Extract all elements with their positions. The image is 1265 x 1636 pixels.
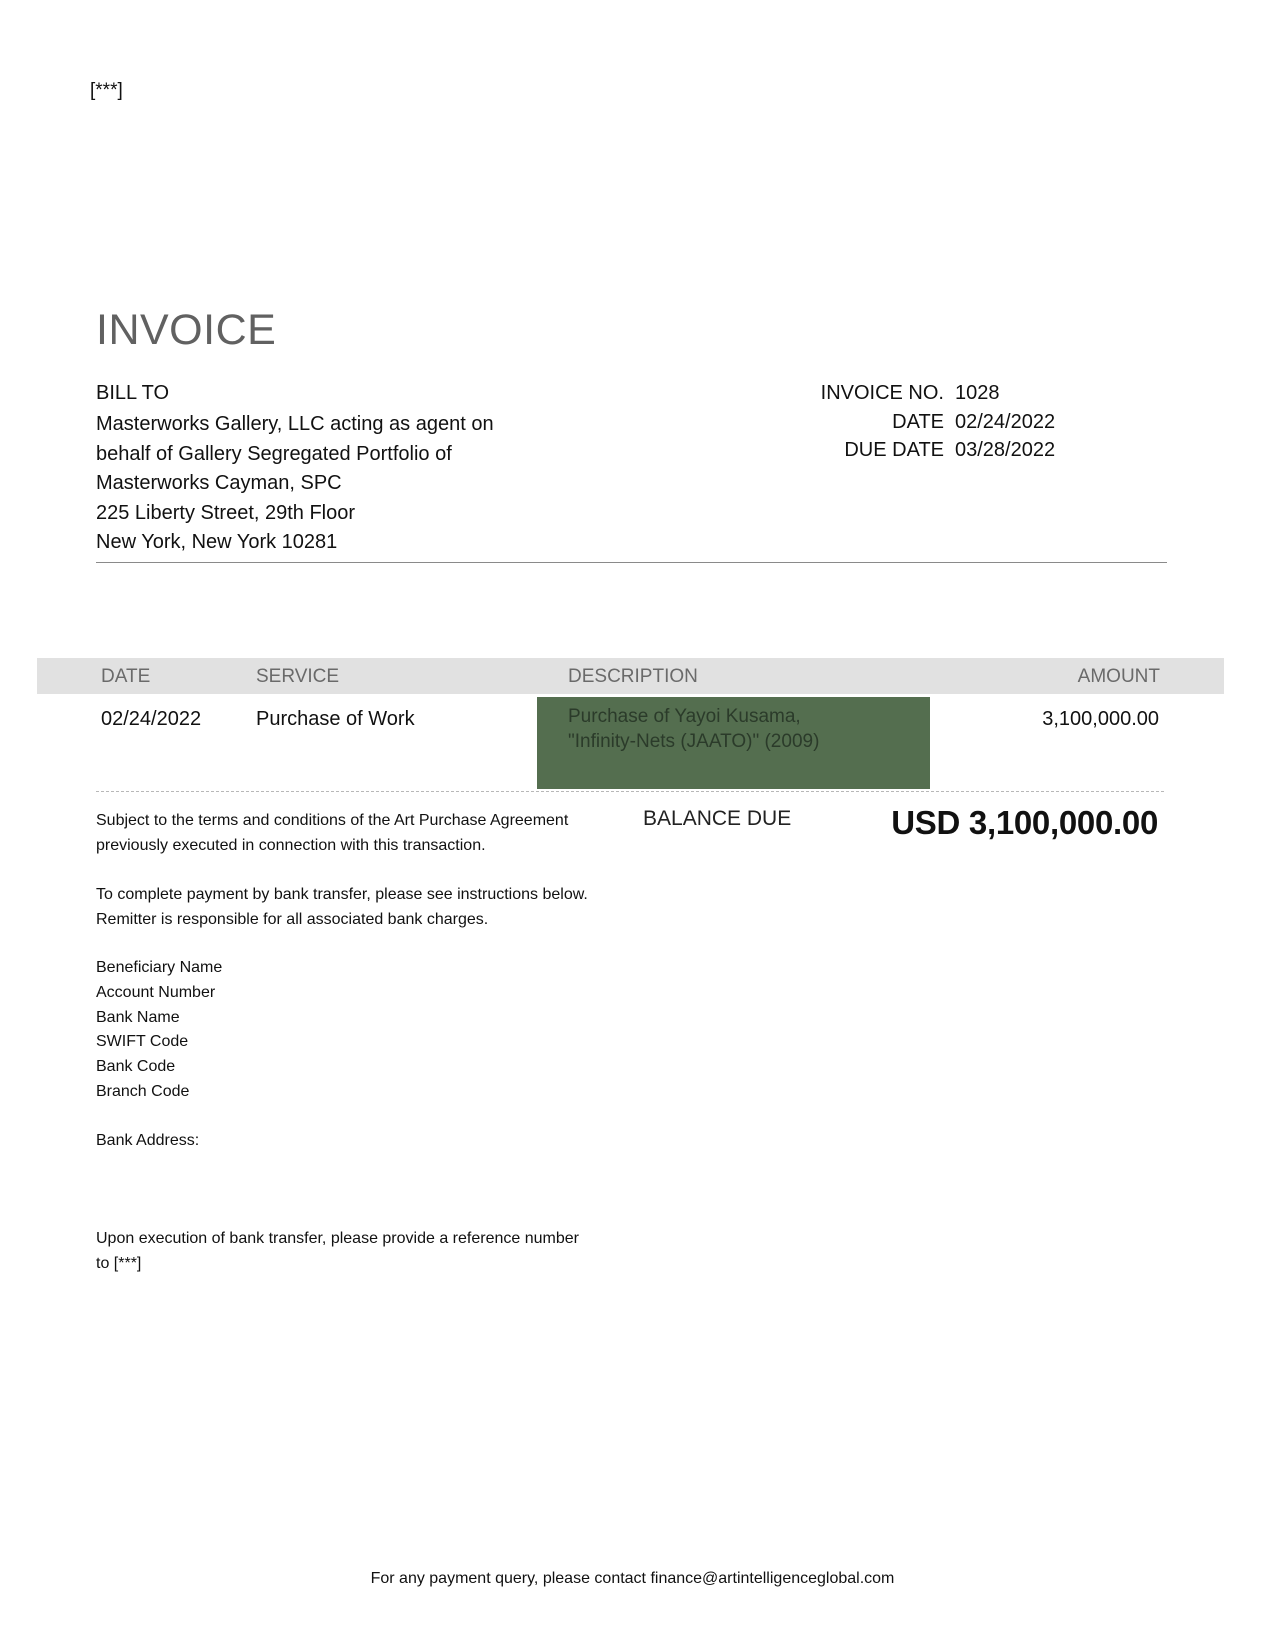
bill-to-line: New York, New York 10281: [96, 531, 338, 553]
balance-due-amount: USD 3,100,000.00: [891, 804, 1158, 841]
payment-instructions: [96, 882, 588, 932]
row-service: Purchase of Work: [256, 708, 415, 730]
redaction-mark: [***]: [90, 80, 123, 101]
invoice-number-row: [700, 382, 1120, 411]
row-amount: 3,100,000.00: [1042, 708, 1159, 730]
payment-line: To complete payment by bank transfer, please see instructions below.: [96, 886, 588, 903]
bill-to-label: BILL TO: [96, 382, 170, 404]
bank-field-swift-code: SWIFT Code: [96, 1033, 189, 1051]
due-date-label: DUE DATE: [844, 439, 944, 461]
invoice-date-value: 02/24/2022: [955, 410, 1056, 433]
column-header-date: DATE: [101, 666, 151, 687]
invoice-meta: [700, 382, 1120, 468]
payment-line: Remitter is responsible for all associated bank charges.: [96, 911, 489, 928]
footer-contact: For any payment query, please contact finance@artintelligenceglobal.com: [370, 1570, 895, 1587]
bank-field-bank-code: Bank Code: [96, 1058, 176, 1076]
invoice-date-label: DATE: [892, 410, 944, 433]
terms-note: [96, 808, 568, 858]
due-date-row: [700, 439, 1120, 468]
invoice-number-value: 1028: [955, 382, 1000, 404]
reference-line: Upon execution of bank transfer, please provide a reference number: [96, 1230, 579, 1247]
invoice-title: INVOICE: [96, 306, 277, 354]
column-header-service: SERVICE: [256, 666, 340, 687]
bill-to-line: behalf of Gallery Segregated Portfolio of: [96, 442, 452, 465]
row-divider: [96, 791, 1164, 792]
bank-field-account-number: Account Number: [96, 983, 216, 1001]
invoice-number-label: INVOICE NO.: [820, 382, 944, 404]
row-description-highlight: [537, 697, 930, 789]
column-header-description: DESCRIPTION: [568, 666, 698, 687]
row-description-line: Purchase of Yayoi Kusama,: [568, 706, 801, 727]
reference-line: to [***]: [96, 1255, 142, 1272]
column-header-amount: AMOUNT: [1077, 666, 1160, 687]
invoice-date-row: [700, 411, 1120, 440]
bank-field-bank-name: Bank Name: [96, 1008, 180, 1026]
table-header: [37, 658, 1224, 694]
bank-address-label: Bank Address:: [96, 1132, 200, 1149]
due-date-value: 03/28/2022: [955, 439, 1056, 461]
bank-field-beneficiary-name: Beneficiary Name: [96, 959, 223, 976]
bill-to-address: [96, 410, 494, 558]
row-date: 02/24/2022: [101, 708, 202, 730]
balance-due-label: BALANCE DUE: [643, 807, 792, 830]
bank-fields: [96, 956, 222, 1105]
bill-to-line: Masterworks Cayman, SPC: [96, 472, 342, 494]
row-description-line: "Infinity-Nets (JAATO)" (2009): [568, 731, 820, 752]
bill-to-line: Masterworks Gallery, LLC acting as agent on: [96, 413, 494, 435]
header-divider: [96, 562, 1167, 563]
terms-line: Subject to the terms and conditions of the Art Purchase Agreement: [96, 812, 569, 829]
reference-note: [96, 1226, 579, 1276]
bank-field-branch-code: Branch Code: [96, 1082, 190, 1100]
terms-line: previously executed in connection with this transaction.: [96, 837, 486, 854]
bill-to-line: 225 Liberty Street, 29th Floor: [96, 501, 356, 524]
